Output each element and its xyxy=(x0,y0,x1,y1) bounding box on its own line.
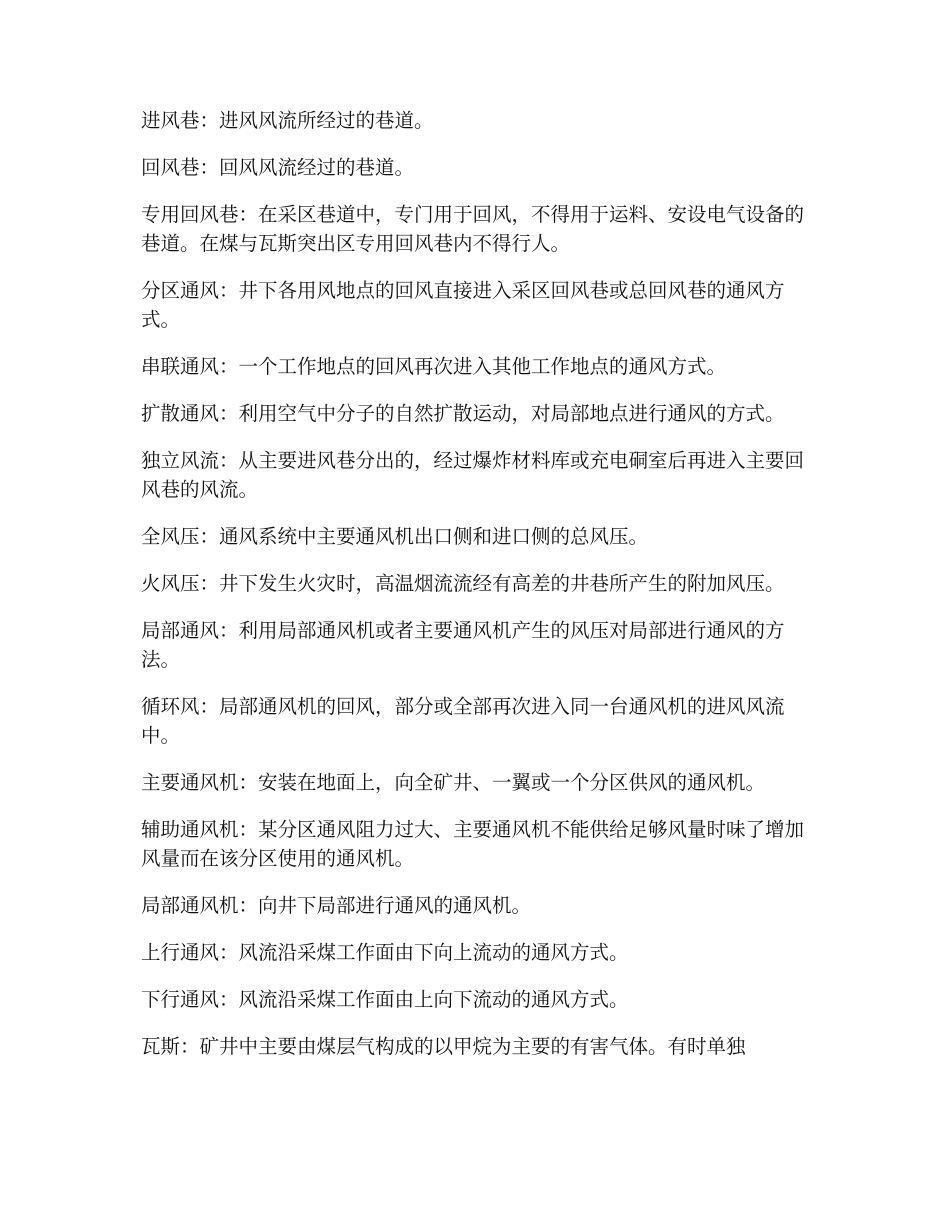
paragraph-kuosan-tongfeng: 扩散通风：利用空气中分子的自然扩散运动，对局部地点进行通风的方式。 xyxy=(141,402,785,425)
paragraph-jubu-tongfengji: 局部通风机：向井下局部进行通风的通风机。 xyxy=(141,894,532,917)
document-body xyxy=(141,106,821,1079)
paragraph-fenqu-tongfeng: 分区通风：井下各用风地点的回风直接进入采区回风巷或总回风巷的通风方式。 xyxy=(141,279,785,331)
paragraph-huo-fengya: 火风压：井下发生火灾时，高温烟流流经有高差的井巷所产生的附加风压。 xyxy=(141,572,785,595)
paragraph-fuzhu-tongfengji: 辅助通风机：某分区通风阻力过大、主要通风机不能供给足够风量时味了增加风量而在该分区使用的通风机。 xyxy=(141,818,805,870)
paragraph-xunhuan-feng: 循环风：局部通风机的回风，部分或全部再次进入同一台通风机的进风风流中。 xyxy=(141,695,785,747)
paragraph-quan-fengya: 全风压：通风系统中主要通风机出口侧和进口侧的总风压。 xyxy=(141,525,649,548)
paragraph-chuanlian-tongfeng: 串联通风：一个工作地点的回风再次进入其他工作地点的通风方式。 xyxy=(141,355,727,378)
paragraph-jubu-tongfeng: 局部通风：利用局部通风机或者主要通风机产生的风压对局部进行通风的方法。 xyxy=(141,619,785,671)
paragraph-duli-fengliu: 独立风流：从主要进风巷分出的，经过爆炸材料库或充电硐室后再进入主要回风巷的风流。 xyxy=(141,449,805,501)
paragraph-xiaxing-tongfeng: 下行通风：风流沿采煤工作面由上向下流动的通风方式。 xyxy=(141,988,629,1011)
paragraph-shangxing-tongfeng: 上行通风：风流沿采煤工作面由下向上流动的通风方式。 xyxy=(141,941,629,964)
paragraph-zhuanyong-huifengxiang: 专用回风巷：在采区巷道中，专门用于回风，不得用于运料、安设电气设备的巷道。在煤与瓦斯突出区专用回风巷内不得行人。 xyxy=(141,203,805,255)
paragraph-jinfengxiang: 进风巷：进风风流所经过的巷道。 xyxy=(141,109,434,132)
paragraph-wasi: 瓦斯：矿井中主要由煤层气构成的以甲烷为主要的有害气体。有时单独 xyxy=(141,1035,746,1058)
paragraph-zhuyao-tongfengji: 主要通风机：安装在地面上，向全矿井、一翼或一个分区供风的通风机。 xyxy=(141,771,766,794)
paragraph-huifengxiang: 回风巷：回风风流经过的巷道。 xyxy=(141,156,415,179)
